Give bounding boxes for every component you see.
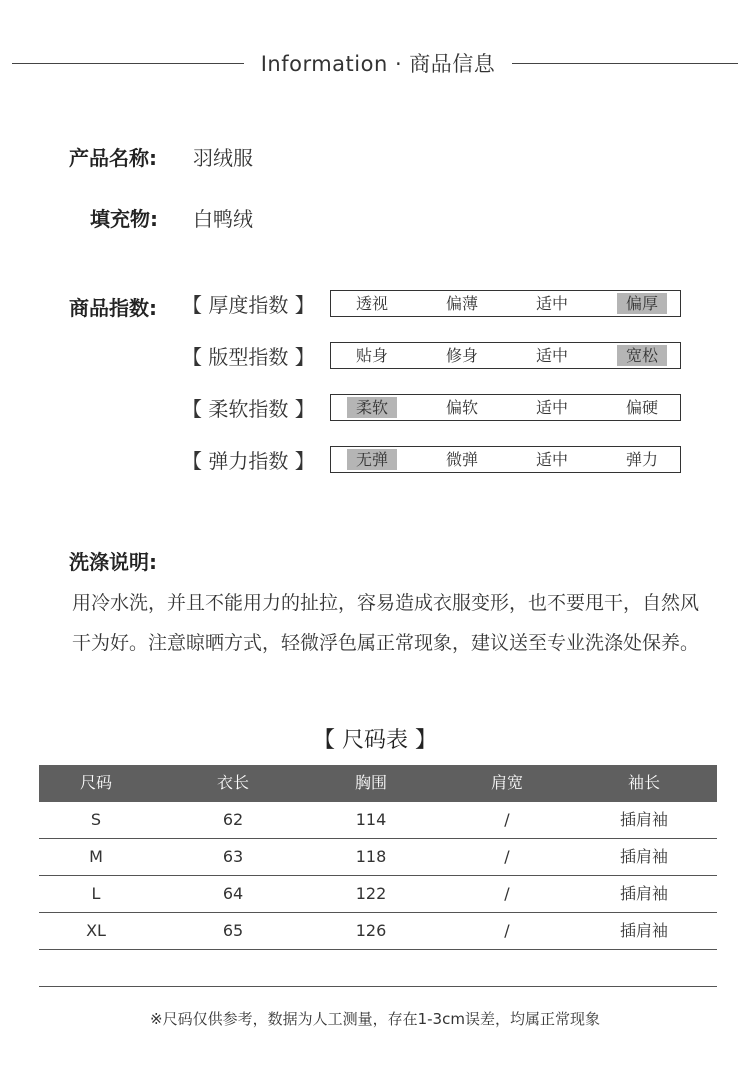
table-cell: 118 (355, 847, 387, 866)
size-table-header (39, 765, 717, 802)
index-option: 贴身 (355, 346, 388, 365)
fill-label: 填充物: (90, 207, 158, 231)
table-header-cell: 尺码 (79, 773, 112, 792)
table-header-cell: 胸围 (354, 773, 387, 792)
table-cell: 插肩袖 (619, 884, 668, 903)
section-title: Information · 商品信息 (260, 52, 496, 76)
index-scale (330, 342, 681, 369)
table-cell: 62 (222, 810, 244, 829)
size-table-title: 【 尺码表 】 (313, 728, 437, 753)
table-cell: 插肩袖 (619, 847, 668, 866)
table-cell: 插肩袖 (619, 921, 668, 940)
index-scale (330, 446, 681, 473)
table-cell: 114 (355, 810, 387, 829)
index-option: 适中 (535, 398, 568, 417)
index-option-selected: 无弹 (347, 449, 397, 470)
index-option: 适中 (535, 450, 568, 469)
index-option-selected: 偏厚 (617, 293, 667, 314)
index-scale (330, 394, 681, 421)
table-cell: / (504, 884, 510, 903)
table-row (39, 913, 717, 950)
index-name: 【 版型指数 】 (182, 345, 315, 369)
index-option: 修身 (445, 346, 478, 365)
table-cell: 126 (355, 921, 387, 940)
index-option-selected: 柔软 (347, 397, 397, 418)
header-divider-right (512, 63, 738, 64)
table-cell: 63 (222, 847, 244, 866)
index-option: 微弹 (445, 450, 478, 469)
table-cell: XL (86, 921, 106, 940)
table-header-cell: 肩宽 (490, 773, 523, 792)
table-row (39, 802, 717, 839)
table-cell: 122 (355, 884, 387, 903)
table-cell: L (91, 884, 101, 903)
product-name-value: 羽绒服 (193, 146, 253, 170)
index-name: 【 柔软指数 】 (182, 397, 315, 421)
fill-value: 白鸭绒 (193, 207, 253, 231)
index-option: 适中 (535, 346, 568, 365)
index-option: 适中 (535, 294, 568, 313)
index-option-selected: 宽松 (617, 345, 667, 366)
table-cell: S (90, 810, 102, 829)
index-option: 偏软 (445, 398, 478, 417)
table-cell: / (504, 810, 510, 829)
table-header-cell: 袖长 (627, 773, 660, 792)
table-cell: M (89, 847, 103, 866)
table-row (39, 839, 717, 876)
index-scale (330, 290, 681, 317)
indices-label: 商品指数: (69, 296, 157, 320)
index-option: 弹力 (625, 450, 658, 469)
index-option: 透视 (355, 294, 388, 313)
table-row (39, 876, 717, 913)
washing-instructions: 用冷水洗，并且不能用力的扯拉，容易造成衣服变形，也不要甩干，自然风干为好。注意晾晒方式，轻微浮色属正常现象，建议送至专业洗涤处保养。 (72, 592, 700, 654)
index-name: 【 弹力指数 】 (182, 449, 315, 473)
table-header-cell: 衣长 (216, 773, 249, 792)
index-option: 偏硬 (625, 398, 658, 417)
header-divider-left (12, 63, 244, 64)
table-cell: / (504, 847, 510, 866)
size-note: ※尺码仅供参考，数据为人工测量，存在1-3cm误差，均属正常现象 (150, 1010, 600, 1028)
table-cell: 65 (222, 921, 244, 940)
index-name: 【 厚度指数 】 (182, 293, 315, 317)
washing-label: 洗涤说明: (69, 550, 157, 574)
product-name-label: 产品名称: (69, 146, 157, 170)
table-cell: / (504, 921, 510, 940)
table-cell: 64 (222, 884, 244, 903)
table-cell: 插肩袖 (619, 810, 668, 829)
table-bottom-divider (39, 986, 717, 987)
index-option: 偏薄 (445, 294, 478, 313)
